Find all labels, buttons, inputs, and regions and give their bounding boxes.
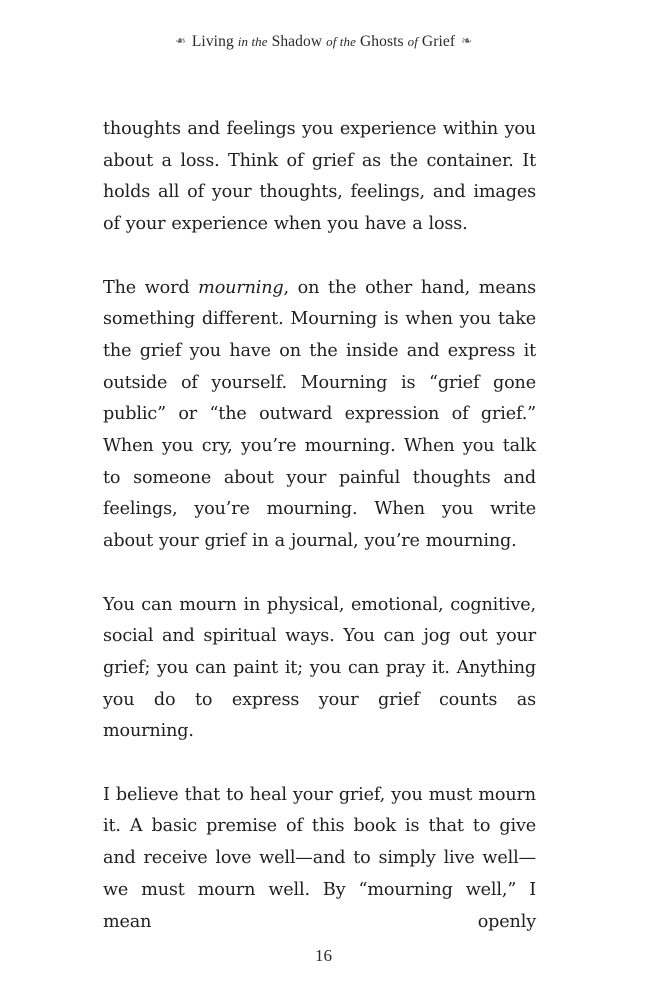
leaf-ornament-icon: ❧ xyxy=(461,33,473,48)
paragraph: You can mourn in physical, emotional, cognitive, social and spiritual ways. You can jog out your grief; you can paint it; you can pray it. Anything you do to express your grief counts as mourning. xyxy=(103,594,536,742)
body-text xyxy=(103,114,536,970)
running-header xyxy=(0,33,647,51)
paragraph: thoughts and feelings you experience within you about a loss. Think of grief as the container. It holds all of your thoughts, feelings, and images of your experience when you have a loss. xyxy=(103,119,536,235)
paragraph: I believe that to heal your grief, you must mourn it. A basic premise of this book is that to give and receive love well—and to simply live well—we must mourn well. By “mourning well,” I mean openly xyxy=(103,784,536,932)
page-number: 16 xyxy=(315,946,332,965)
emphasis-term: mourning xyxy=(198,277,284,298)
leaf-ornament-icon: ❧ xyxy=(174,33,186,48)
header-title: Living in the Shadow of the Ghosts of Grief xyxy=(191,33,456,50)
paragraph: The word mourning, on the other hand, means something different. Mourning is when you take the grief you have on the inside and express it outside of yourself. Mourning is “grief gone public” or “the outward expression of grief.” When you cry, you’re mourning. When you talk to someone about your painful thoughts and feelings, you’re mourning. When you write about your grief in a journal, you’re mourning. xyxy=(103,277,536,552)
